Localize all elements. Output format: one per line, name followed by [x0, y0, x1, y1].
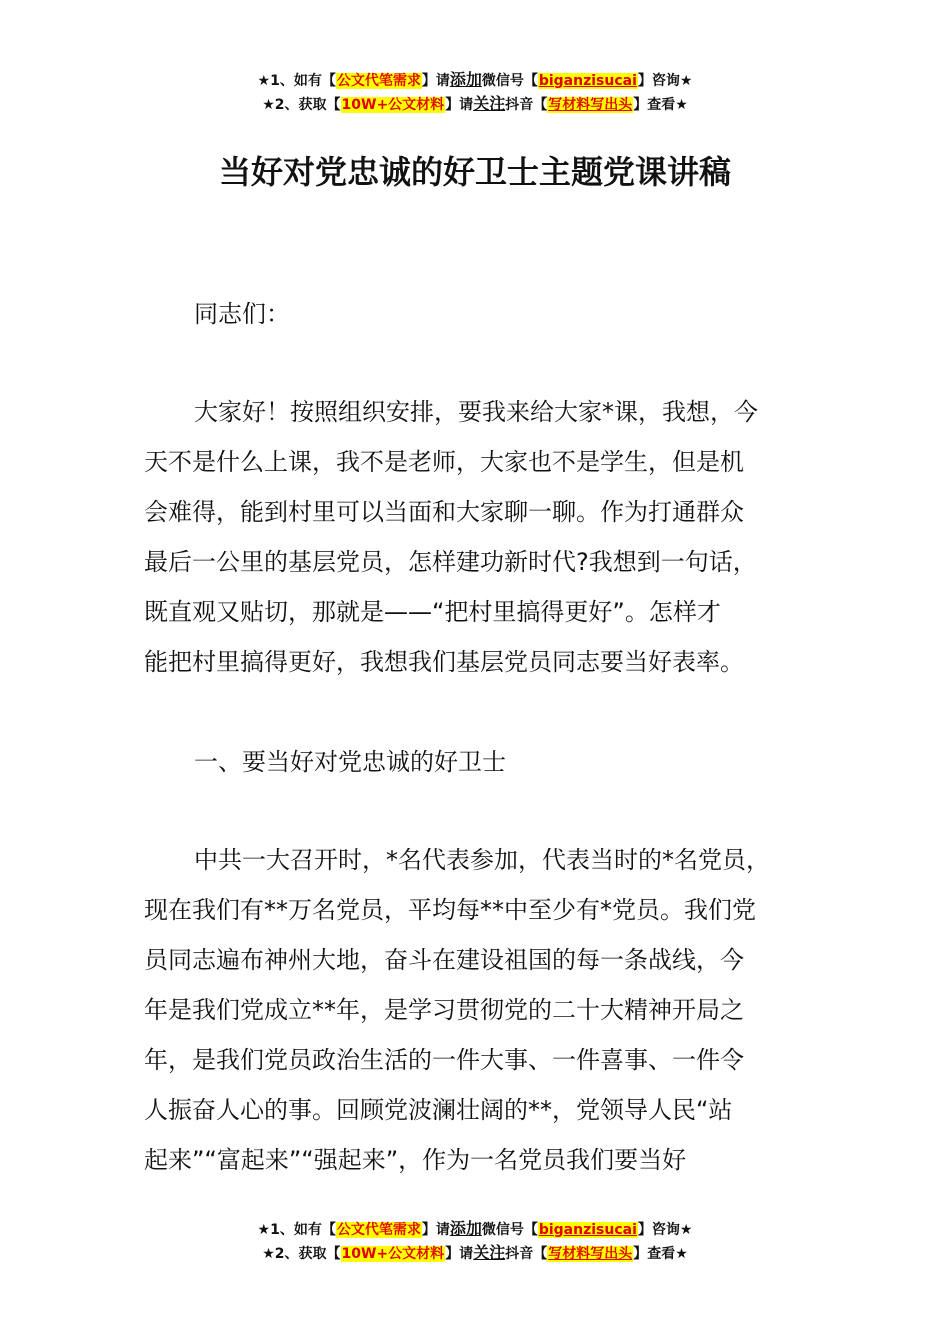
banner-line-2 [0, 92, 950, 116]
text-line: 大家好！按照组织安排，要我来给大家*课，我想，今 [194, 398, 758, 426]
text-line: 年，是我们党员政治生活的一件大事、一件喜事、一件令 [144, 1046, 744, 1074]
banner-text: 微信号【 [481, 73, 538, 89]
paragraph-intro [144, 387, 834, 687]
banner-text: ★2、获取【 [262, 1246, 341, 1262]
text-line: 现在我们有**万名党员，平均每**中至少有*党员。我们党 [144, 896, 756, 924]
text-line: 最后一公里的基层党员，怎样建功新时代?我想到一句话， [144, 548, 757, 576]
banner-highlight-wechat-id: biganzisucai [538, 73, 637, 89]
banner-line-2 [0, 1241, 950, 1265]
banner-emphasis: 关注 [473, 94, 506, 113]
banner-emphasis: 关注 [473, 1243, 506, 1262]
banner-text: ★2、获取【 [262, 97, 341, 113]
banner-text: 】咨询★ [637, 73, 693, 89]
banner-text: 】咨询★ [637, 1222, 693, 1238]
banner-highlight-materials: 10W+公文材料 [341, 1246, 445, 1262]
banner-text: 】请 [445, 97, 474, 113]
banner-emphasis: 添加 [449, 1219, 482, 1238]
bottom-banner [0, 1217, 950, 1265]
banner-emphasis: 添加 [449, 70, 482, 89]
section-heading-1 [144, 737, 834, 787]
text-line: 既直观又贴切，那就是——“把村里搞得更好”。怎样才 [144, 598, 721, 626]
banner-text: 抖音【 [505, 1246, 548, 1262]
text-line: 会难得，能到村里可以当面和大家聊一聊。作为打通群众 [144, 498, 744, 526]
banner-highlight-materials: 10W+公文材料 [341, 97, 445, 113]
banner-text: 】请 [421, 1222, 450, 1238]
text-line: 天不是什么上课，我不是老师，大家也不是学生，但是机 [144, 448, 744, 476]
text-line: 人振奋人心的事。回顾党波澜壮阔的**，党领导人民“站 [144, 1096, 733, 1124]
banner-highlight-wechat-id: biganzisucai [538, 1222, 637, 1238]
banner-highlight-service: 公文代笔需求 [336, 1222, 421, 1238]
banner-text: 】请 [421, 73, 450, 89]
banner-text: ★1、如有【 [257, 1222, 336, 1238]
text-line: 中共一大召开时，*名代表参加，代表当时的*名党员， [194, 846, 770, 874]
banner-text: 】查看★ [633, 1246, 688, 1262]
banner-text: 微信号【 [481, 1222, 538, 1238]
text-line: 起来”“富起来”“强起来”，作为一名党员我们要当好 [144, 1146, 687, 1174]
banner-text: 抖音【 [505, 97, 548, 113]
banner-highlight-douyin: 写材料写出头 [548, 97, 633, 113]
banner-line-1 [0, 68, 950, 92]
top-banner [0, 68, 950, 116]
banner-line-1 [0, 1217, 950, 1241]
text-line: 年是我们党成立**年，是学习贯彻党的二十大精神开局之 [144, 996, 744, 1024]
banner-text: 】请 [445, 1246, 474, 1262]
greeting-text: 同志们： [194, 300, 290, 328]
paragraph-section-1 [144, 835, 834, 1185]
banner-highlight-service: 公文代笔需求 [336, 73, 421, 89]
text-line: 能把村里搞得更好，我想我们基层党员同志要当好表率。 [144, 648, 744, 676]
document-title: 当好对党忠诚的好卫士主题党课讲稿 [218, 153, 731, 191]
greeting [144, 289, 834, 339]
banner-text: 】查看★ [633, 97, 688, 113]
section-heading-text: 一、要当好对党忠诚的好卫士 [194, 748, 506, 776]
banner-text: ★1、如有【 [257, 73, 336, 89]
banner-highlight-douyin: 写材料写出头 [548, 1246, 633, 1262]
text-line: 员同志遍布神州大地，奋斗在建设祖国的每一条战线，今 [144, 946, 744, 974]
